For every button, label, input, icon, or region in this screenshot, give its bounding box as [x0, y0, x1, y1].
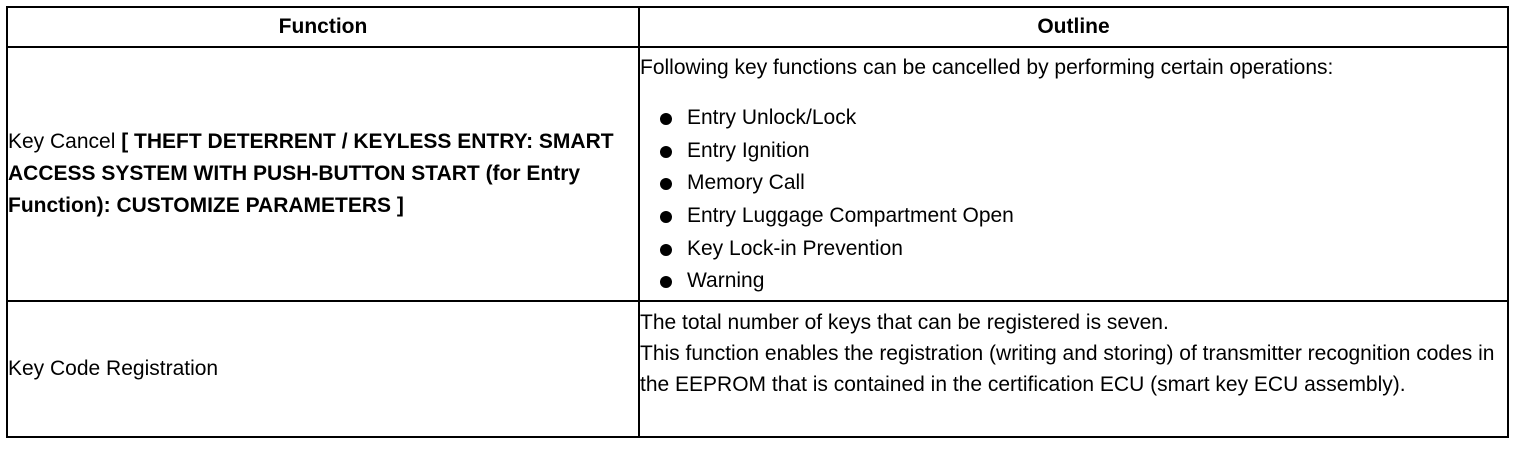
- function-name-reference: [ THEFT DETERRENT / KEYLESS ENTRY: SMART ACCESS SYSTEM WITH PUSH-BUTTON START (for Entry Function): CUSTOMIZE PARAMETERS ]: [8, 130, 614, 217]
- list-item: [640, 265, 1507, 298]
- outline-cell-key-cancel: [639, 47, 1508, 301]
- function-cell-key-code-registration: [7, 301, 639, 437]
- outline-text: [640, 307, 1507, 400]
- list-item-label: Entry Luggage Compartment Open: [687, 204, 1014, 228]
- function-outline-table: [6, 6, 1509, 438]
- list-item: [640, 135, 1507, 168]
- bullet-icon: [660, 113, 672, 125]
- header-function: Function: [7, 7, 639, 47]
- table-header-row: [7, 7, 1508, 47]
- function-cell-key-cancel: [7, 47, 639, 301]
- header-outline: Outline: [639, 7, 1508, 47]
- bullet-icon: [660, 146, 672, 158]
- list-item: [640, 102, 1507, 135]
- bullet-icon: [660, 178, 672, 190]
- function-name-plain: Key Cancel: [8, 130, 122, 153]
- list-item: [640, 233, 1507, 266]
- function-name-plain: Key Code Registration: [8, 357, 219, 380]
- list-item-label: Key Lock-in Prevention: [687, 236, 903, 260]
- bullet-icon: [660, 276, 672, 288]
- outline-line-2: This function enables the registration (writing and storing) of transmitter recognition codes in the EEPROM that is contained in the certification ECU (smart key ECU assembly).: [640, 342, 1495, 396]
- list-item-label: Memory Call: [687, 171, 805, 195]
- list-item-label: Entry Unlock/Lock: [687, 106, 857, 129]
- outline-intro: Following key functions can be cancelled by performing certain operations:: [640, 56, 1334, 79]
- outline-cell-key-code-registration: [639, 301, 1508, 437]
- list-item: [640, 200, 1507, 233]
- bullet-icon: [660, 244, 672, 256]
- outline-line-1: The total number of keys that can be registered is seven.: [640, 311, 1169, 334]
- list-item-label: Warning: [687, 269, 765, 293]
- bullet-list: [640, 102, 1507, 298]
- table-row: [7, 301, 1508, 437]
- list-item: [640, 167, 1507, 200]
- table-row: [7, 47, 1508, 301]
- bullet-icon: [660, 211, 672, 223]
- list-item-label: Entry Ignition: [687, 138, 810, 162]
